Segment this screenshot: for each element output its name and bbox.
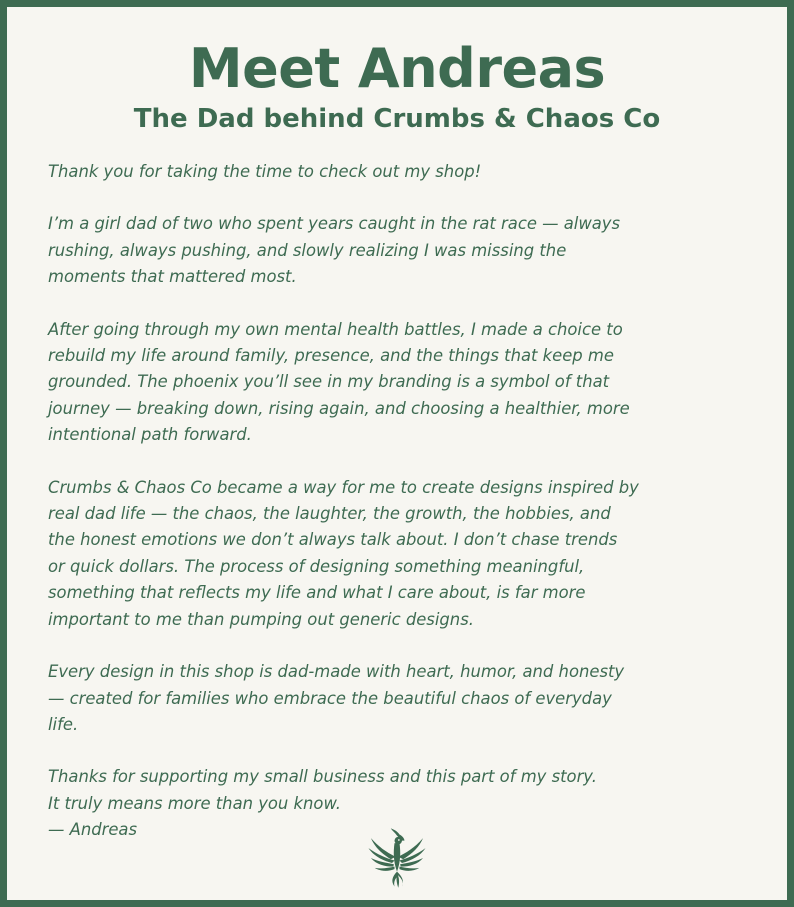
text-line: I’m a girl dad of two who spent years caught in the rat race — always — [48, 214, 621, 234]
page-subtitle: The Dad behind Crumbs & Chaos Co — [133, 104, 661, 134]
page-title: Meet Andreas — [188, 37, 606, 100]
text-line: grounded. The phoenix you’ll see in my branding is a symbol of that — [48, 372, 610, 392]
text-line: life. — [48, 714, 79, 734]
text-line: important to me than pumping out generic designs. — [48, 609, 474, 629]
text-line: rushing, always pushing, and slowly realizing I was missing the — [48, 240, 567, 260]
text-line: Thanks for supporting my small business and this part of my story. — [48, 767, 597, 787]
signature: — Andreas — [48, 820, 138, 840]
paragraph — [48, 317, 766, 449]
paragraph — [48, 659, 766, 738]
phoenix-icon — [366, 827, 428, 889]
text-line: It truly means more than you know. — [48, 793, 342, 813]
text-line: Crumbs & Chaos Co became a way for me to create designs inspired by — [48, 477, 639, 497]
text-line: — created for families who embrace the beautiful chaos of everyday — [48, 688, 612, 708]
paragraph — [48, 159, 766, 185]
text-line: rebuild my life around family, presence, and the things that keep me — [48, 346, 614, 366]
text-line: the honest emotions we don’t always talk about. I don’t chase trends — [48, 530, 618, 550]
text-line: journey — breaking down, rising again, and choosing a healthier, more — [48, 398, 630, 418]
paragraph — [48, 211, 766, 290]
text-line: Thank you for taking the time to check out my shop! — [48, 162, 482, 181]
text-line: something that reflects my life and what I care about, is far more — [48, 583, 586, 603]
text-line: moments that mattered most. — [48, 267, 297, 287]
text-line: real dad life — the chaos, the laughter, the growth, the hobbies, and — [48, 504, 611, 524]
text-line: Every design in this shop is dad-made with heart, humor, and honesty — [48, 662, 625, 682]
text-line: intentional path forward. — [48, 425, 252, 445]
text-line: After going through my own mental health battles, I made a choice to — [48, 319, 623, 339]
about-card — [7, 7, 787, 900]
text-line: or quick dollars. The process of designing something meaningful, — [48, 556, 585, 576]
paragraph — [48, 475, 766, 633]
letter-body — [48, 159, 766, 870]
